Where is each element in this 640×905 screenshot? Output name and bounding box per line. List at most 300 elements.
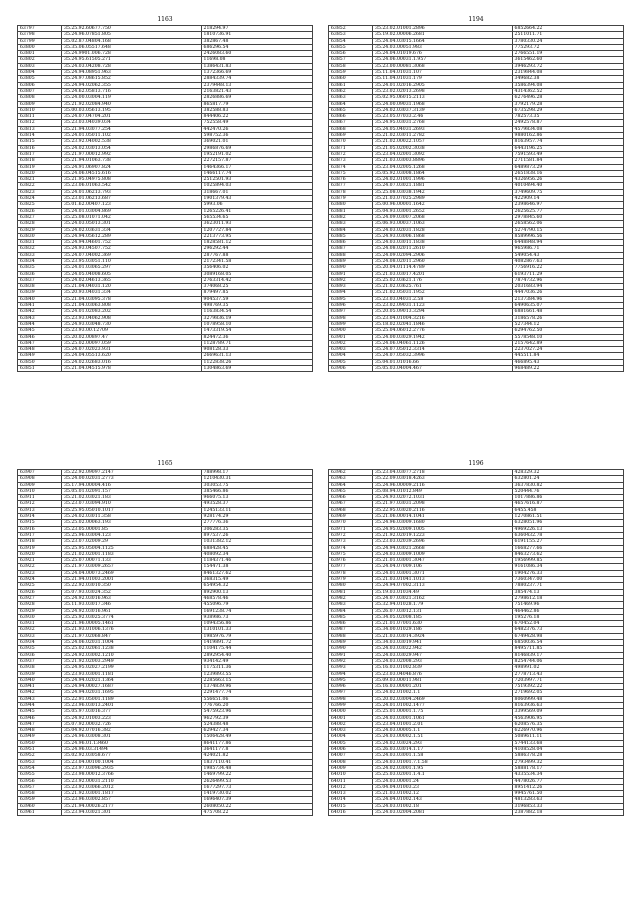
row-code-cell: 35.24.09.02094.2906: [373, 252, 513, 258]
row-id-cell: 63855: [329, 44, 373, 50]
row-code-cell: 35.23.01.06213.687: [62, 196, 202, 202]
row-code-cell: 35.24.00.09031.1968: [373, 101, 513, 107]
row-code-cell: 35.24.95.61505.271: [62, 57, 202, 63]
row-amount-cell: 6735298.29: [512, 107, 623, 113]
row-amount-cell: 6448848.94: [512, 240, 623, 246]
row-id-cell: 64011: [329, 778, 373, 784]
row-code-cell: 35.21.02.00022.1057: [373, 139, 513, 145]
row-id-cell: 63954: [18, 765, 62, 771]
row-amount-cell: 3615462.60: [512, 57, 623, 63]
row-code-cell: 35.25.02.03621.176: [373, 277, 513, 283]
row-code-cell: 35.21.03.03017.4201: [373, 271, 513, 277]
row-id-cell: 63967: [329, 501, 373, 507]
row-amount-cell: 6276496.28: [512, 95, 623, 101]
row-code-cell: 35.04.93.03001.2652: [373, 208, 513, 214]
row-code-cell: 35.02.92.03058.677: [62, 753, 202, 759]
row-amount-cell: 1837110.41: [201, 759, 312, 765]
row-code-cell: 35.21.94.00026.2177: [62, 803, 202, 809]
row-code-cell: 35.23.92.03066.2012: [62, 784, 202, 790]
row-code-cell: 35.24.03.03029.947: [373, 652, 513, 658]
row-id-cell: 63840: [18, 296, 62, 302]
row-id-cell: 63911: [18, 495, 62, 501]
row-code-cell: 35.24.01.01002.1477: [373, 702, 513, 708]
page-1194: [328, 15, 624, 372]
row-id-cell: 63860: [329, 76, 373, 82]
row-amount-cell: 5993.06: [201, 202, 312, 208]
row-amount-cell: 6443196.25: [512, 145, 623, 151]
row-amount-cell: 7203997.71: [512, 677, 623, 683]
row-id-cell: 63812: [18, 120, 62, 126]
row-code-cell: 35.05.03.04004.467: [373, 366, 513, 372]
row-amount-cell: 4563906.95: [512, 715, 623, 721]
row-amount-cell: 1122838.26: [201, 359, 312, 365]
row-code-cell: 35.24.04.00073.2469: [62, 570, 202, 576]
row-id-cell: 63800: [18, 44, 62, 50]
row-amount-cell: 1239893.55: [201, 671, 312, 677]
row-id-cell: 63822: [18, 183, 62, 189]
row-amount-cell: 879497.85: [201, 290, 312, 296]
row-id-cell: 63992: [329, 658, 373, 664]
row-amount-cell: 1419891.72: [201, 640, 312, 646]
row-code-cell: 35.05.92.03008.1864: [373, 170, 513, 176]
row-id-cell: 63975: [329, 551, 373, 557]
row-id-cell: 63857: [329, 57, 373, 63]
page-1165: [17, 459, 313, 816]
row-amount-cell: 938986.73: [201, 614, 312, 620]
row-code-cell: 35.24.05.04008.605: [62, 271, 202, 277]
row-code-cell: 35.16.03.00001.201: [373, 684, 513, 690]
row-code-cell: 35.24.96.03.31494: [62, 747, 202, 753]
row-amount-cell: 4579834.08: [512, 126, 623, 132]
row-amount-cell: 1904276.33: [512, 570, 623, 576]
row-code-cell: 35.23.03.02039.2696: [373, 539, 513, 545]
row-code-cell: 35.25.07.00071.133: [62, 558, 202, 564]
row-code-cell: 35.24.06.04515.616: [62, 170, 202, 176]
row-code-cell: 35.24.94.04601.752: [62, 240, 202, 246]
row-amount-cell: 6294762.50: [512, 328, 623, 334]
row-id-cell: 63801: [18, 51, 62, 57]
row-code-cell: 35.24.02.03631.334: [62, 227, 202, 233]
row-id-cell: 63889: [329, 258, 373, 264]
row-amount-cell: 2512501.93: [201, 177, 312, 183]
row-amount-cell: 1469799.22: [201, 772, 312, 778]
row-amount-cell: 2986876.69: [201, 145, 312, 151]
row-amount-cell: 8495711.85: [512, 646, 623, 652]
row-id-cell: 63928: [18, 602, 62, 608]
row-amount-cell: 2826886.69: [201, 95, 312, 101]
row-amount-cell: 6749428.98: [512, 633, 623, 639]
row-code-cell: 35.23.04.01001.2.01: [373, 721, 513, 727]
row-amount-cell: 466895.43: [512, 359, 623, 365]
row-id-cell: 63971: [329, 526, 373, 532]
row-id-cell: 64013: [329, 791, 373, 797]
row-code-cell: 35.24.02.03037.3139: [373, 107, 513, 113]
row-code-cell: 35.04.01.01016.66: [373, 359, 513, 365]
row-code-cell: 35.23.95.03051.110: [62, 258, 202, 264]
row-code-cell: 35.21.03.01041.1013: [373, 577, 513, 583]
row-code-cell: 35.24.06.00031.1.957: [373, 57, 513, 63]
row-amount-cell: 369021.01: [201, 139, 312, 145]
table-row: [18, 810, 313, 816]
row-code-cell: 35.24.07.05012.3314: [373, 347, 513, 353]
row-amount-cell: 1386431.83: [201, 63, 312, 69]
row-code-cell: 35.24.93.03048.730: [62, 321, 202, 327]
row-amount-cell: 6490635.07: [512, 303, 623, 309]
row-id-cell: 64003: [329, 728, 373, 734]
row-id-cell: 63899: [329, 321, 373, 327]
row-id-cell: 63953: [18, 759, 62, 765]
row-code-cell: 35.24.04.01019.676: [373, 51, 513, 57]
row-amount-cell: 7756916.22: [512, 265, 623, 271]
row-code-cell: 35.24.96.07851.805: [62, 32, 202, 38]
row-id-cell: 63994: [329, 671, 373, 677]
row-id-cell: 63983: [329, 602, 373, 608]
row-id-cell: 63868: [329, 126, 373, 132]
row-id-cell: 64009: [329, 765, 373, 771]
row-id-cell: 63802: [18, 57, 62, 63]
row-id-cell: 63848: [18, 347, 62, 353]
row-id-cell: 63835: [18, 265, 62, 271]
row-code-cell: 35.24.94.08951.963: [62, 70, 202, 76]
row-id-cell: 64012: [329, 784, 373, 790]
row-code-cell: 35.24.01.02016.2905: [373, 82, 513, 88]
row-id-cell: 63823: [18, 189, 62, 195]
row-code-cell: 35.24.02.03001.1.95: [373, 765, 513, 771]
row-code-cell: 35.21.92.02084.940: [62, 101, 202, 107]
row-id-cell: 63807: [18, 88, 62, 94]
row-code-cell: 35.21.03.07025.2989: [373, 196, 513, 202]
row-id-cell: 64015: [329, 803, 373, 809]
row-id-cell: 63902: [329, 340, 373, 346]
row-amount-cell: 629427.34: [201, 728, 312, 734]
row-id-cell: 63799: [18, 38, 62, 44]
row-id-cell: 63811: [18, 114, 62, 120]
row-id-cell: 63833: [18, 252, 62, 258]
row-id-cell: 63922: [18, 564, 62, 570]
row-code-cell: 35.19.02.00006.2681: [373, 32, 513, 38]
row-id-cell: 63958: [18, 791, 62, 797]
row-code-cell: 35.26.07.03012.131: [373, 608, 513, 614]
row-amount-cell: 8146839.17: [512, 652, 623, 658]
row-code-cell: 35.24.03.04208.728: [62, 63, 202, 69]
row-id-cell: 63895: [329, 296, 373, 302]
row-id-cell: 63894: [329, 290, 373, 296]
row-id-cell: 63905: [329, 359, 373, 365]
row-amount-cell: 498991.02: [512, 665, 623, 671]
row-code-cell: 35.22.92.09097.2147: [62, 470, 202, 476]
row-amount-cell: 2237027.24: [512, 347, 623, 353]
row-code-cell: 35.25.92.60677.750: [62, 26, 202, 32]
row-code-cell: 35.23.03.04046.876: [373, 671, 513, 677]
row-id-cell: 64001: [329, 715, 373, 721]
row-id-cell: 63864: [329, 101, 373, 107]
row-id-cell: 63820: [18, 170, 62, 176]
row-amount-cell: 3196853.33: [512, 803, 623, 809]
row-code-cell: 35.23.03.04039.034: [62, 120, 202, 126]
row-amount-cell: 2213773.95: [201, 233, 312, 239]
row-id-cell: 63890: [329, 265, 373, 271]
row-amount-cell: 1078958.10: [201, 321, 312, 327]
row-amount-cell: 2291477.74: [201, 690, 312, 696]
row-code-cell: 35.25.95.05010.1017: [62, 507, 202, 513]
row-amount-cell: 7874732.96: [512, 277, 623, 283]
row-id-cell: 63996: [329, 684, 373, 690]
row-id-cell: 63951: [18, 747, 62, 753]
row-code-cell: 35.24.07.04704.201: [62, 114, 202, 120]
row-id-cell: 63873: [329, 158, 373, 164]
row-id-cell: 63941: [18, 684, 62, 690]
row-amount-cell: 7880237.71: [512, 583, 623, 589]
row-id-cell: 63979: [329, 577, 373, 583]
row-amount-cell: 2272157.87: [201, 158, 312, 164]
row-amount-cell: 9880162.86: [512, 133, 623, 139]
row-id-cell: 63952: [18, 753, 62, 759]
row-code-cell: 35.24.95.03031.2768: [373, 120, 513, 126]
row-amount-cell: 6208576.35: [512, 721, 623, 727]
row-code-cell: 35.20.02.03004.2469: [373, 696, 513, 702]
row-id-cell: 63826: [18, 208, 62, 214]
row-id-cell: 63935: [18, 646, 62, 652]
row-code-cell: 35.11.93.03017.346: [62, 602, 202, 608]
row-code-cell: 35.24.94.02031.1695: [62, 690, 202, 696]
row-id-cell: 63829: [18, 227, 62, 233]
row-id-cell: 63850: [18, 359, 62, 365]
row-amount-cell: 4447036.26: [512, 290, 623, 296]
row-id-cell: 63818: [18, 158, 62, 164]
row-amount-cell: 1985734.48: [201, 765, 312, 771]
row-amount-cell: 2766551.19: [512, 51, 623, 57]
row-code-cell: 35.24.01.03065.297: [62, 265, 202, 271]
table-row: [329, 810, 624, 816]
row-amount-cell: 2608050.22: [201, 803, 312, 809]
row-code-cell: 35.21.04.03063.808: [62, 303, 202, 309]
row-amount-cell: 1184371.46: [201, 558, 312, 564]
row-amount-cell: 775293.72: [512, 44, 623, 50]
row-code-cell: 35.35.06.05517.648: [62, 44, 202, 50]
row-code-cell: 35.21.03.01002.12: [373, 791, 513, 797]
row-amount-cell: 2793499.32: [512, 759, 623, 765]
row-id-cell: 63968: [329, 507, 373, 513]
row-amount-cell: 1245133.11: [201, 507, 312, 513]
row-id-cell: 63950: [18, 740, 62, 746]
row-id-cell: 63841: [18, 303, 62, 309]
row-id-cell: 63985: [329, 614, 373, 620]
row-amount-cell: 3623011.93: [201, 221, 312, 227]
row-code-cell: 35.24.02.03024.293: [373, 740, 513, 746]
row-amount-cell: 6191155.27: [512, 539, 623, 545]
row-amount-cell: 688428.45: [201, 545, 312, 551]
row-code-cell: 35.21.05.02002.3038: [373, 145, 513, 151]
row-amount-cell: 2658562.06: [512, 221, 623, 227]
row-id-cell: 63879: [329, 196, 373, 202]
row-code-cell: 35.18.02.02041.1846: [373, 321, 513, 327]
row-code-cell: 35.22.09.03018.4263: [373, 476, 513, 482]
row-code-cell: 35.11.04.01031.179: [373, 76, 513, 82]
row-amount-cell: 904537.59: [201, 296, 312, 302]
row-id-cell: 63806: [18, 82, 62, 88]
row-id-cell: 63934: [18, 640, 62, 646]
row-amount-cell: 3792179.28: [512, 101, 623, 107]
row-code-cell: 35.24.08.02011.2610: [373, 246, 513, 252]
row-code-cell: 35.24.94.03021.2668: [373, 545, 513, 551]
row-amount-cell: 2031683.94: [512, 284, 623, 290]
row-code-cell: 35.24.94.07002.3113: [373, 583, 513, 589]
row-code-cell: 35.21.03.03003.8896: [373, 158, 513, 164]
row-amount-cell: 2651838.16: [512, 170, 623, 176]
row-amount-cell: 468578.46: [201, 595, 312, 601]
row-id-cell: 63944: [18, 702, 62, 708]
row-amount-cell: 6850036.54: [512, 640, 623, 646]
row-amount-cell: 965986.71: [512, 246, 623, 252]
row-code-cell: 35.21.04.04031.120: [62, 284, 202, 290]
row-amount-cell: 897537.26: [201, 532, 312, 538]
row-code-cell: 35.23.92.00031.2110: [62, 778, 202, 784]
row-code-cell: 35.24.03.02031.1828: [373, 227, 513, 233]
row-id-cell: 63901: [329, 334, 373, 340]
row-id-cell: 63880: [329, 202, 373, 208]
row-code-cell: 35.24.06.02031.1004: [62, 640, 202, 646]
row-id-cell: 63838: [18, 284, 62, 290]
row-id-cell: 63862: [329, 88, 373, 94]
page-number: 1194: [468, 16, 484, 23]
row-code-cell: 35.24.95.02027.2199: [62, 665, 202, 671]
row-code-cell: 35.21.97.03031.2098: [373, 501, 513, 507]
row-amount-cell: 2398646.97: [512, 202, 623, 208]
row-amount-cell: 8641177.86: [201, 740, 312, 746]
row-id-cell: 63845: [18, 328, 62, 334]
row-id-cell: 63972: [329, 532, 373, 538]
row-amount-cell: 1017886.86: [512, 495, 623, 501]
row-amount-cell: 2978845.60: [512, 214, 623, 220]
row-code-cell: 35.25.95.05004.1125: [62, 545, 202, 551]
row-id-cell: 63846: [18, 334, 62, 340]
row-amount-cell: 1677297.73: [201, 784, 312, 790]
row-code-cell: 35.05.01.02091.157: [62, 488, 202, 494]
row-amount-cell: 556651.06: [201, 696, 312, 702]
row-code-cell: 35.24.02.01001.1996: [373, 177, 513, 183]
row-amount-cell: 1901379.43: [201, 196, 312, 202]
row-amount-cell: 4082867.63: [512, 258, 623, 264]
row-id-cell: 63965: [329, 488, 373, 494]
row-id-cell: 63849: [18, 353, 62, 359]
row-amount-cell: 1374839.96: [201, 684, 312, 690]
row-id-cell: 63914: [18, 514, 62, 520]
row-code-cell: 35.21.02.03021.183: [62, 495, 202, 501]
row-amount-cell: 287767.88: [201, 252, 312, 258]
row-id-cell: 63854: [329, 38, 373, 44]
row-code-cell: 35.07.93.03024.352: [62, 589, 202, 595]
row-id-cell: 63974: [329, 545, 373, 551]
row-amount-cell: 524388.48: [201, 721, 312, 727]
table-row: [18, 366, 313, 372]
row-code-cell: 35.23.96.03013.2401: [62, 702, 202, 708]
row-id-cell: 63923: [18, 570, 62, 576]
row-amount-cell: 2892954.40: [201, 652, 312, 658]
row-amount-cell: 5475923.96: [201, 709, 312, 715]
row-amount-cell: 1691238.74: [201, 608, 312, 614]
row-amount-cell: 498769.35: [201, 303, 312, 309]
row-code-cell: 35.08.94.01012.849: [373, 488, 513, 494]
row-code-cell: 35.24.07.02023.931: [62, 347, 202, 353]
row-id-cell: 63885: [329, 233, 373, 239]
row-id-cell: 63856: [329, 51, 373, 57]
row-code-cell: 35.02.87.04804.168: [62, 38, 202, 44]
row-amount-cell: 6226970.96: [512, 728, 623, 734]
row-code-cell: 35.23.04.02001.3092: [373, 151, 513, 157]
row-code-cell: 35.24.07.05032.3996: [373, 353, 513, 359]
row-id-cell: 63834: [18, 258, 62, 264]
row-code-cell: 35.23.92.04002.538: [62, 139, 202, 145]
row-code-cell: 35.24.97.08615.852: [62, 76, 202, 82]
row-amount-cell: 3637830.82: [512, 482, 623, 488]
row-code-cell: 35.24.08.02011.2960: [373, 258, 513, 264]
row-id-cell: 64008: [329, 759, 373, 765]
page-1163: [17, 15, 313, 372]
row-amount-cell: 928174.29: [201, 514, 312, 520]
row-amount-cell: 2778713.43: [512, 671, 623, 677]
row-id-cell: 63924: [18, 577, 62, 583]
row-id-cell: 63921: [18, 558, 62, 564]
row-amount-cell: 385466.86: [201, 488, 312, 494]
row-amount-cell: 303053.75: [201, 482, 312, 488]
row-code-cell: 35.21.02.03011.2782: [373, 133, 513, 139]
row-id-cell: 63980: [329, 583, 373, 589]
row-id-cell: 63869: [329, 133, 373, 139]
row-amount-cell: 3586394.08: [512, 82, 623, 88]
row-amount-cell: 1304863.69: [201, 366, 312, 372]
row-code-cell: 35.24.03.02004.2081: [373, 810, 513, 816]
row-id-cell: 63900: [329, 328, 373, 334]
row-id-cell: 63804: [18, 70, 62, 76]
row-code-cell: 35.21.97.03009.2657: [62, 564, 202, 570]
row-id-cell: 64014: [329, 797, 373, 803]
row-amount-cell: 5888178.17: [512, 765, 623, 771]
row-amount-cell: 424021.82: [201, 753, 312, 759]
row-amount-cell: 6360432.78: [512, 532, 623, 538]
row-amount-cell: 788998.17: [201, 470, 312, 476]
page-number: 1165: [157, 460, 173, 467]
row-amount-cell: 6482376.73: [512, 627, 623, 633]
row-id-cell: 63957: [18, 784, 62, 790]
row-code-cell: 35.25.96.03004.123: [62, 532, 202, 538]
row-code-cell: 35.22.92.03010.350: [62, 583, 202, 589]
row-amount-cell: 2492578.87: [512, 120, 623, 126]
row-id-cell: 64010: [329, 772, 373, 778]
row-amount-cell: 1506428.49: [201, 734, 312, 740]
row-id-cell: 63858: [329, 63, 373, 69]
row-code-cell: 35.21.97.02068.847: [62, 633, 202, 639]
row-id-cell: 63927: [18, 595, 62, 601]
row-code-cell: 35.21.06.00014.1041: [373, 514, 513, 520]
row-id-cell: 63832: [18, 246, 62, 252]
row-code-cell: 35.24.01.05011.102: [62, 133, 202, 139]
row-code-cell: 35.34.03.03019.941: [373, 640, 513, 646]
row-id-cell: 63907: [18, 470, 62, 476]
row-code-cell: 35.23.02.02013.2698: [373, 88, 513, 94]
row-amount-cell: 3641177.8: [201, 747, 312, 753]
row-amount-cell: 2719692.05: [512, 690, 623, 696]
row-id-cell: 63961: [18, 810, 62, 816]
row-code-cell: 35.23.00.00081.3068: [373, 63, 513, 69]
row-id-cell: 63920: [18, 551, 62, 557]
row-amount-cell: 1985976.79: [201, 633, 312, 639]
row-amount-cell: 408092.34: [201, 551, 312, 557]
row-id-cell: 63970: [329, 520, 373, 526]
row-code-cell: 35.21.94.01063.738: [62, 158, 202, 164]
row-code-cell: 35.32.94.01028.1.79: [373, 602, 513, 608]
row-id-cell: 63827: [18, 214, 62, 220]
row-amount-cell: 632801.24: [512, 476, 623, 482]
